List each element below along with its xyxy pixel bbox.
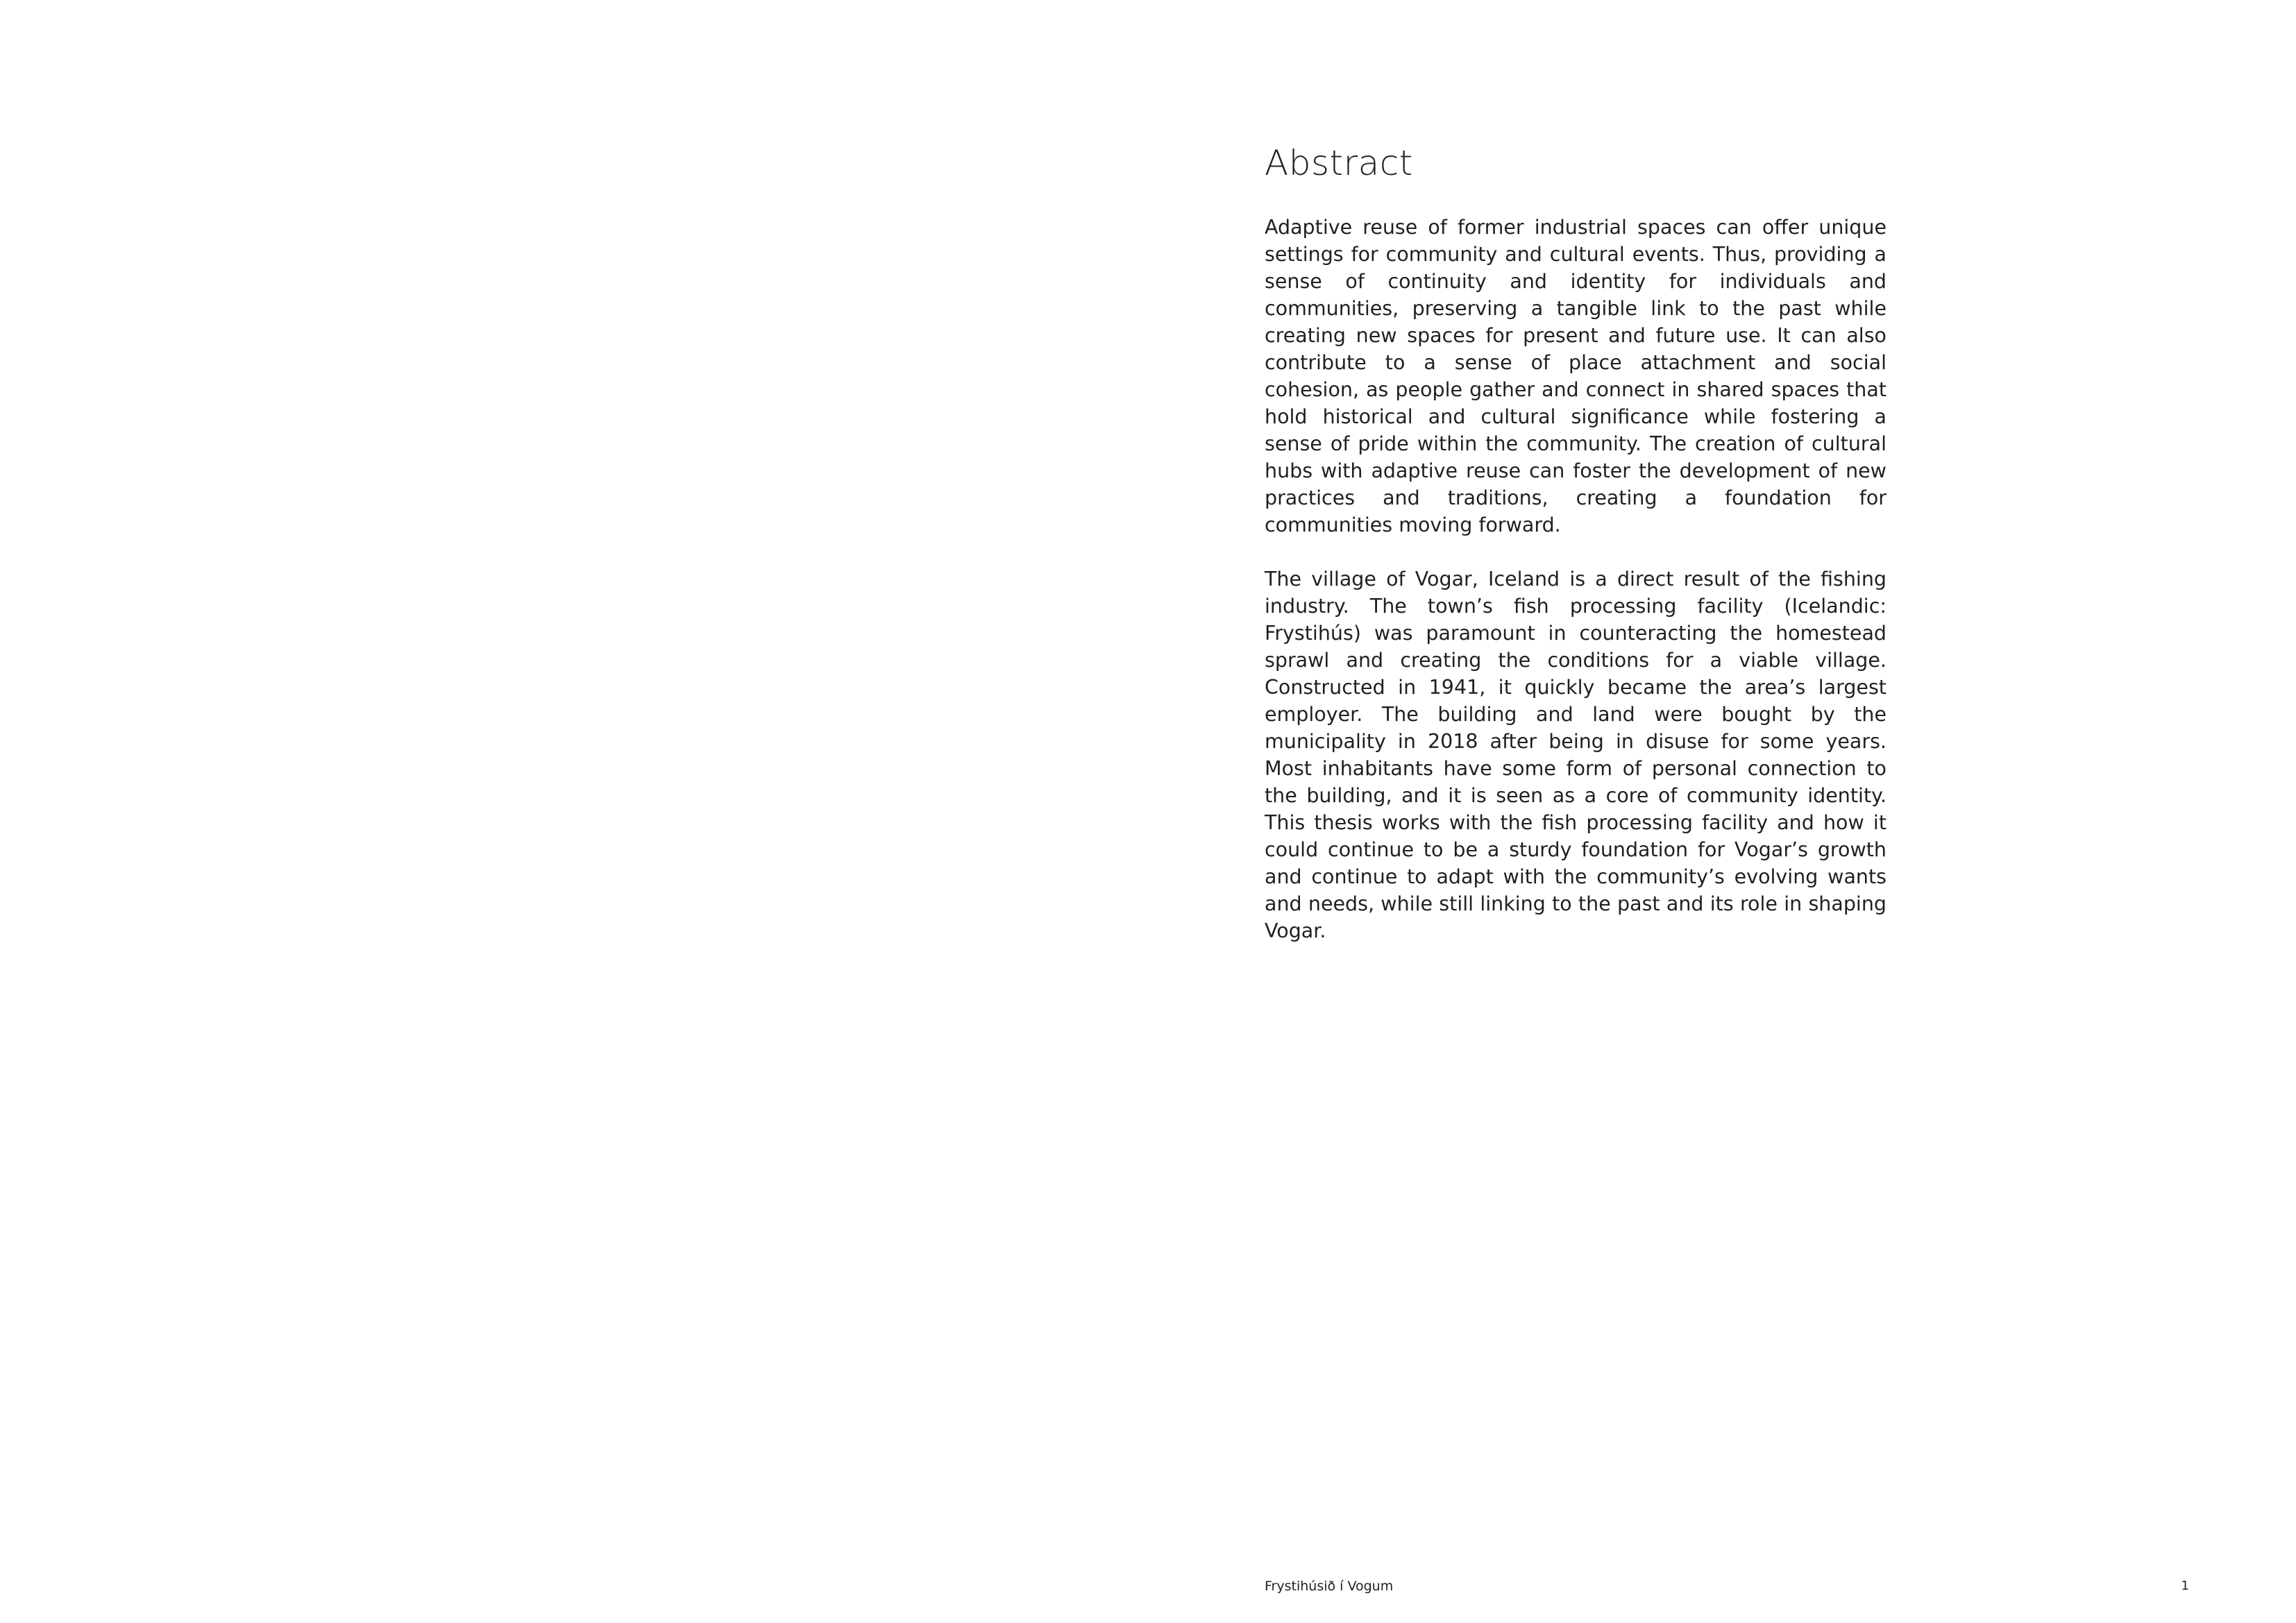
page-heading: Abstract: [1265, 143, 1413, 183]
abstract-paragraph-2: The village of Vogar, Iceland is a direct result of the fishing industry. The town’s fish processing facility (Icelandic: Frystihús) was paramount in counteracting the homestead sprawl and creating the conditions for a viable village. Constructed in 1941, it quickly became the area’s largest employer. The building and land were bought by the municipality in 2018 after being in disuse for some years. Most inhabitants have some form of personal connection to the building, and it is seen as a core of community identity. This thesis works with the fish processing facility and how it could continue to be a sturdy foundation for Vogar’s growth and continue to adapt with the community’s evolving wants and needs, while still linking to the past and its role in shaping Vogar.: [1265, 568, 1886, 942]
running-footer-title: Frystihúsið í Vogum: [1265, 1579, 1394, 1594]
right-page: [1148, 0, 2296, 1623]
page-number: 1: [2181, 1579, 2189, 1593]
abstract-body: [1265, 214, 1886, 971]
abstract-paragraph-1: Adaptive reuse of former industrial spaces can offer unique settings for community and cultural events. Thus, providing a sense of continuity and identity for individuals and communities, preserving a tangible link to the past while creating new spaces for present and future use. It can also contribute to a sense of place attachment and social cohesion, as people gather and connect in shared spaces that hold historical and cultural significance while fostering a sense of pride within the community. The creation of cultural hubs with adaptive reuse can foster the development of new practices and traditions, creating a foundation for communities moving forward.: [1265, 216, 1886, 536]
